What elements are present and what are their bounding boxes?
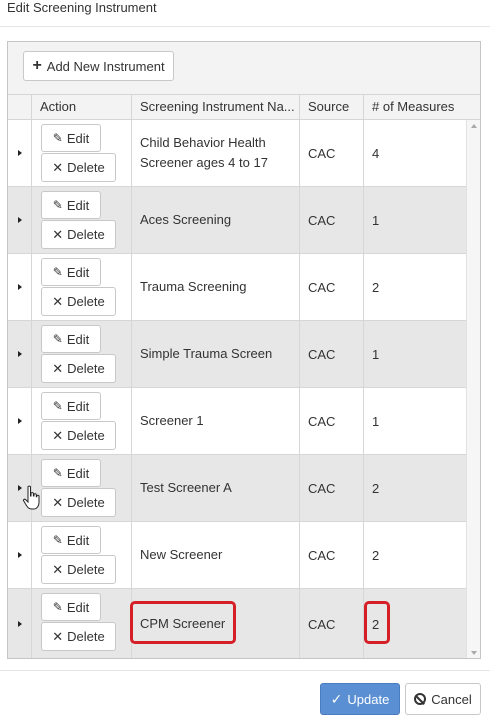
measures-cell: 1 <box>372 212 380 228</box>
close-icon: ✕ <box>52 360 64 376</box>
delete-label: Delete <box>67 629 105 644</box>
expand-arrow-icon <box>18 418 22 424</box>
close-icon: ✕ <box>52 159 64 175</box>
delete-label: Delete <box>67 227 105 242</box>
instrument-name-cell: New Screener <box>132 522 300 588</box>
close-icon: ✕ <box>52 561 64 577</box>
edit-label: Edit <box>66 398 90 414</box>
instrument-name-cell: Simple Trauma Screen <box>132 321 300 387</box>
expand-arrow-icon <box>18 485 22 491</box>
pencil-icon: ✎ <box>52 265 63 279</box>
edit-button[interactable] <box>41 124 101 152</box>
edit-button[interactable] <box>41 526 101 554</box>
delete-label: Delete <box>67 562 105 577</box>
checkmark-icon: ✓ <box>330 690 343 707</box>
row-actions <box>32 187 132 253</box>
scroll-up-arrow-icon[interactable] <box>471 124 477 128</box>
edit-label: Edit <box>66 197 90 213</box>
source-cell: CAC <box>300 187 364 253</box>
expand-arrow-icon <box>18 351 22 357</box>
measures-cell: 1 <box>372 413 380 429</box>
vertical-scrollbar[interactable] <box>466 120 481 659</box>
source-cell: CAC <box>300 254 364 320</box>
dialog-title: Edit Screening Instrument <box>7 0 157 15</box>
header-source[interactable]: Source <box>300 95 364 119</box>
row-expand-toggle[interactable] <box>8 321 32 387</box>
row-actions <box>32 120 132 186</box>
header-expand-column <box>8 95 32 119</box>
row-actions <box>32 254 132 320</box>
pencil-icon: ✎ <box>52 131 63 145</box>
close-icon: ✕ <box>52 226 64 242</box>
close-icon: ✕ <box>52 494 64 510</box>
delete-button[interactable] <box>41 287 116 316</box>
delete-label: Delete <box>67 361 105 376</box>
instrument-name-cell: Aces Screening <box>132 187 300 253</box>
measures-cell: 4 <box>372 145 380 161</box>
delete-button[interactable] <box>41 488 116 517</box>
measures-cell: 2 <box>372 616 380 632</box>
header-action[interactable]: Action <box>32 95 132 119</box>
pencil-icon: ✎ <box>52 198 63 212</box>
close-icon: ✕ <box>52 628 64 644</box>
source-cell: CAC <box>300 522 364 588</box>
delete-label: Delete <box>67 294 105 309</box>
close-icon: ✕ <box>52 427 64 443</box>
row-expand-toggle[interactable] <box>8 187 32 253</box>
edit-label: Edit <box>66 130 90 146</box>
row-expand-toggle[interactable] <box>8 522 32 588</box>
delete-button[interactable] <box>41 354 116 383</box>
update-label: Update <box>347 691 390 707</box>
source-cell: CAC <box>300 120 364 186</box>
pencil-icon: ✎ <box>52 399 63 413</box>
update-button[interactable] <box>320 683 400 715</box>
pencil-icon: ✎ <box>52 600 63 614</box>
edit-button[interactable] <box>41 325 101 353</box>
instrument-name-cell: Test Screener A <box>132 455 300 521</box>
expand-arrow-icon <box>18 284 22 290</box>
table-row <box>8 254 466 321</box>
close-icon: ✕ <box>52 293 64 309</box>
table-row <box>8 120 466 187</box>
add-new-instrument-button[interactable] <box>23 51 174 81</box>
row-actions <box>32 321 132 387</box>
grid-rows <box>8 120 466 659</box>
row-actions <box>32 388 132 454</box>
row-expand-toggle[interactable] <box>8 388 32 454</box>
row-actions <box>32 455 132 521</box>
delete-label: Delete <box>67 495 105 510</box>
row-expand-toggle[interactable] <box>8 120 32 186</box>
edit-label: Edit <box>66 465 90 481</box>
footer-divider <box>0 670 490 671</box>
edit-label: Edit <box>66 331 90 347</box>
delete-button[interactable] <box>41 421 116 450</box>
delete-button[interactable] <box>41 220 116 249</box>
measures-cell: 2 <box>372 547 380 563</box>
instrument-grid <box>7 41 481 659</box>
expand-arrow-icon <box>18 552 22 558</box>
table-row <box>8 321 466 388</box>
edit-button[interactable] <box>41 392 101 420</box>
ban-icon <box>414 693 426 705</box>
plus-icon: + <box>32 57 42 74</box>
table-row <box>8 455 466 522</box>
delete-button[interactable] <box>41 622 116 651</box>
pencil-icon: ✎ <box>52 533 63 547</box>
edit-button[interactable] <box>41 258 101 286</box>
instrument-name-cell: Screener 1 <box>132 388 300 454</box>
measures-cell: 2 <box>372 480 380 496</box>
row-expand-toggle[interactable] <box>8 254 32 320</box>
instrument-name-cell: Child Behavior Health Screener ages 4 to 17 <box>132 120 300 186</box>
cancel-label: Cancel <box>431 691 472 707</box>
row-expand-toggle[interactable] <box>8 455 32 521</box>
pencil-icon: ✎ <box>52 466 63 480</box>
edit-button[interactable] <box>41 191 101 219</box>
edit-label: Edit <box>66 599 90 615</box>
delete-button[interactable] <box>41 555 116 584</box>
source-cell: CAC <box>300 388 364 454</box>
row-expand-toggle[interactable] <box>8 589 32 659</box>
grid-header <box>8 94 480 120</box>
delete-label: Delete <box>67 160 105 175</box>
table-row <box>8 388 466 455</box>
header-instrument-name[interactable]: Screening Instrument Na... <box>132 95 300 119</box>
measures-cell: 1 <box>372 346 380 362</box>
instrument-name-cell: CPM Screener <box>132 589 300 659</box>
table-row <box>8 589 466 659</box>
expand-arrow-icon <box>18 150 22 156</box>
grid-toolbar <box>8 42 480 94</box>
measures-cell: 2 <box>372 279 380 295</box>
table-row <box>8 522 466 589</box>
delete-button[interactable] <box>41 153 116 182</box>
cancel-button[interactable] <box>405 683 481 715</box>
delete-label: Delete <box>67 428 105 443</box>
source-cell: CAC <box>300 321 364 387</box>
scroll-down-arrow-icon[interactable] <box>471 651 477 655</box>
edit-button[interactable] <box>41 459 101 487</box>
table-row <box>8 187 466 254</box>
expand-arrow-icon <box>18 217 22 223</box>
source-cell: CAC <box>300 455 364 521</box>
expand-arrow-icon <box>18 621 22 627</box>
title-divider <box>0 26 490 27</box>
row-actions <box>32 522 132 588</box>
instrument-name-cell: Trauma Screening <box>132 254 300 320</box>
edit-label: Edit <box>66 264 90 280</box>
header-number-of-measures[interactable]: # of Measures <box>372 99 455 114</box>
row-actions <box>32 589 132 659</box>
add-new-instrument-label: Add New Instrument <box>46 58 165 74</box>
source-cell: CAC <box>300 589 364 659</box>
edit-label: Edit <box>66 532 90 548</box>
pencil-icon: ✎ <box>52 332 63 346</box>
edit-button[interactable] <box>41 593 101 621</box>
